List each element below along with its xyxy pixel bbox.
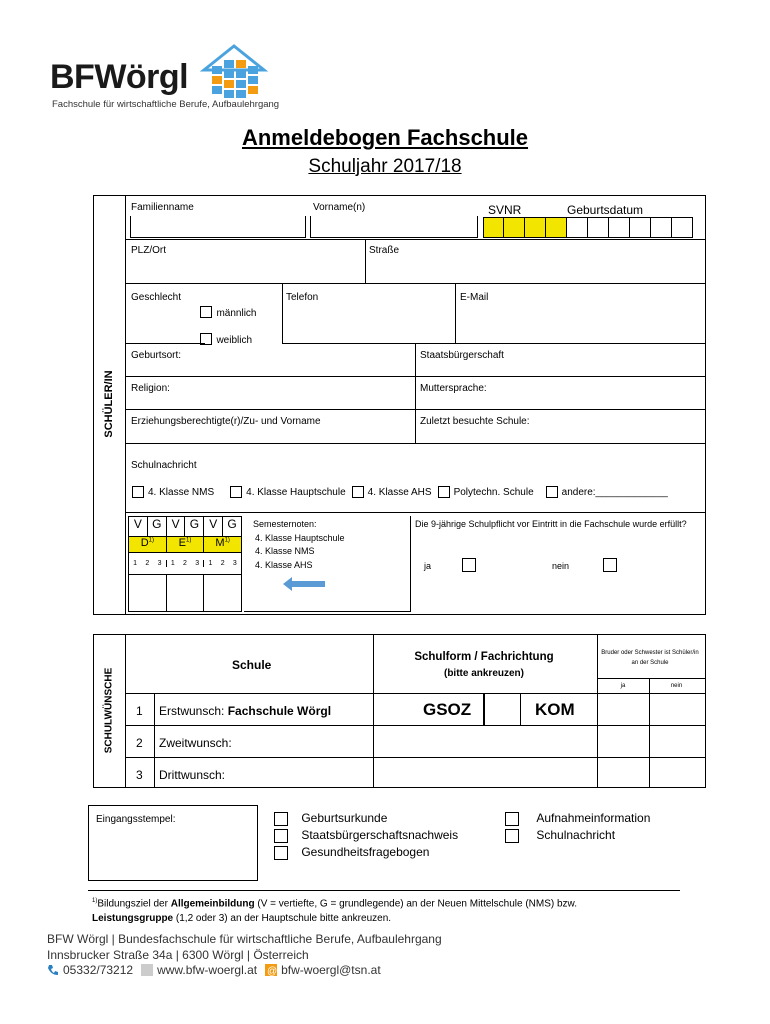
ankreuzen-label: (bitte ankreuzen) [443,668,524,679]
footer-phone[interactable]: 05332/73212 [63,963,134,977]
footer-line1: BFW Wörgl | Bundesfachschule für wirtschaftliche Berufe, Aufbaulehrgang [47,932,442,946]
page-title: Anmeldebogen Fachschule [241,125,529,150]
staatsbuergerschaft-label: Staatsbürgerschaft [420,350,504,361]
wunsch-3-label: Drittwunsch: [159,768,226,782]
schulpflicht-nein-checkbox[interactable] [603,558,617,572]
muttersprache-label: Muttersprache: [420,383,487,394]
page-subtitle: Schuljahr 2017/18 [308,156,462,177]
option-nms-checkbox[interactable] [132,486,144,498]
schulnachricht-options: 4. Klasse NMS 4. Klasse Hauptschule 4. Klasse AHS Polytechn. Schule andere:_____________ [132,486,668,498]
footer-contact [47,963,381,977]
option-ahs-checkbox[interactable] [352,486,364,498]
schulpflicht-ja-label: ja [424,561,432,571]
footer-mail[interactable]: bfw-woergl@tsn.at [281,963,381,977]
geschwister-ja-label: ja [620,683,626,689]
option-hauptschule-checkbox[interactable] [230,486,242,498]
kom-option[interactable]: KOM [535,700,575,719]
wuensche-side-label: SCHULWÜNSCHE [103,667,115,754]
maennlich-checkbox[interactable] [200,306,212,318]
staatsbuergerschaft-checkbox[interactable] [274,829,288,843]
schulnachricht-doc-checkbox[interactable] [505,829,519,843]
schulpflicht-question: Die 9-jährige Schulpflicht vor Eintritt in die Fachschule wurde erfüllt? [415,519,687,529]
maennlich-option[interactable]: männlich [200,303,256,321]
plz-ort-label: PLZ/Ort [131,245,167,256]
schulpflicht-nein-label: nein [552,561,570,571]
docs-left: Geburtsurkunde Staatsbürgerschaftsnachweis Gesundheitsfragebogen [274,810,458,861]
option-andere-checkbox[interactable] [546,486,558,498]
zuletzt-schule-label: Zuletzt besuchte Schule: [420,416,530,427]
religion-label: Religion: [131,383,170,394]
option-poly-checkbox[interactable] [438,486,450,498]
telefon-label: Telefon [286,292,319,303]
schule-header: Schule [232,658,272,672]
schulnachricht-label: Schulnachricht [131,460,197,471]
geschlecht-label: Geschlecht [131,292,182,303]
grade-grid[interactable]: V G V G V G $D^{1)}$ $E^{1)}$ $M^{1)}$ 1 2 3 1 2 3 1 2 3 [128,516,242,612]
gsoz-option[interactable]: GSOZ [423,700,472,719]
aufnahmeinfo-checkbox[interactable] [505,812,519,826]
wunsch-1-label: Erstwunsch: Fachschule Wörgl [159,704,332,718]
logo-text: BFWörgl [50,58,189,96]
schulform-divider [483,693,521,725]
erziehungsberechtigte-label: Erziehungsberechtigte(r)/Zu- und Vorname [131,416,321,427]
svnr-label: SVNR [488,203,522,217]
geburtsort-label: Geburtsort: [131,350,182,361]
globe-icon [141,964,153,976]
wunsch-1-num: 1 [136,704,143,718]
svg-text:@: @ [267,966,278,976]
familienname-label: Familienname [131,202,194,213]
familienname-field[interactable] [130,216,306,238]
vorname-field[interactable] [310,216,478,238]
logo-graphic [198,42,270,104]
docs-right: Aufnahmeinformation Schulnachricht [505,810,650,844]
svnr-boxes[interactable] [483,217,693,238]
geburtsdatum-label: Geburtsdatum [567,203,644,217]
schueler-side-label: SCHÜLER/IN [103,370,115,438]
vorname-label: Vorname(n) [313,202,366,213]
schulpflicht-ja-checkbox[interactable] [462,558,476,572]
wunsch-2-num: 2 [136,736,143,750]
phone-icon [47,964,59,976]
weiblich-option[interactable]: weiblich [200,330,252,348]
footnote: $^{1)}$Bildungsziel der Allgemeinbildung (V = vertiefte, G = grundlegende) an der Neuen Mittelschule (NMS) bzw. Leistungsgruppe (1,2 oder 3) an der Hauptschule bitte ankreuzen. [92,898,577,925]
strasse-label: Straße [369,245,400,256]
geburtsurkunde-checkbox[interactable] [274,812,288,826]
footer-line2: Innsbrucker Straße 34a | 6300 Wörgl | Österreich [47,948,309,962]
footer-web[interactable]: www.bfw-woergl.at [157,963,258,977]
eingangsstempel-label: Eingangsstempel: [96,814,176,825]
gesundheit-checkbox[interactable] [274,846,288,860]
geschwister-nein-label: nein [670,683,683,689]
at-icon [265,964,277,976]
geschwister-header: Bruder oder Schwester ist Schüler/in an der Schule [601,650,699,666]
email-label: E-Mail [460,292,489,303]
wunsch-2-label: Zweitwunsch: [159,736,232,750]
semesternoten-block: Semesternoten: 4. Klasse Hauptschule 4. Klasse NMS 4. Klasse AHS [253,519,345,570]
logo-subtitle: Fachschule für wirtschaftliche Berufe, Aufbaulehrgang [52,99,280,110]
wunsch-3-num: 3 [136,768,143,782]
schulform-header: Schulform / Fachrichtung [414,651,554,663]
